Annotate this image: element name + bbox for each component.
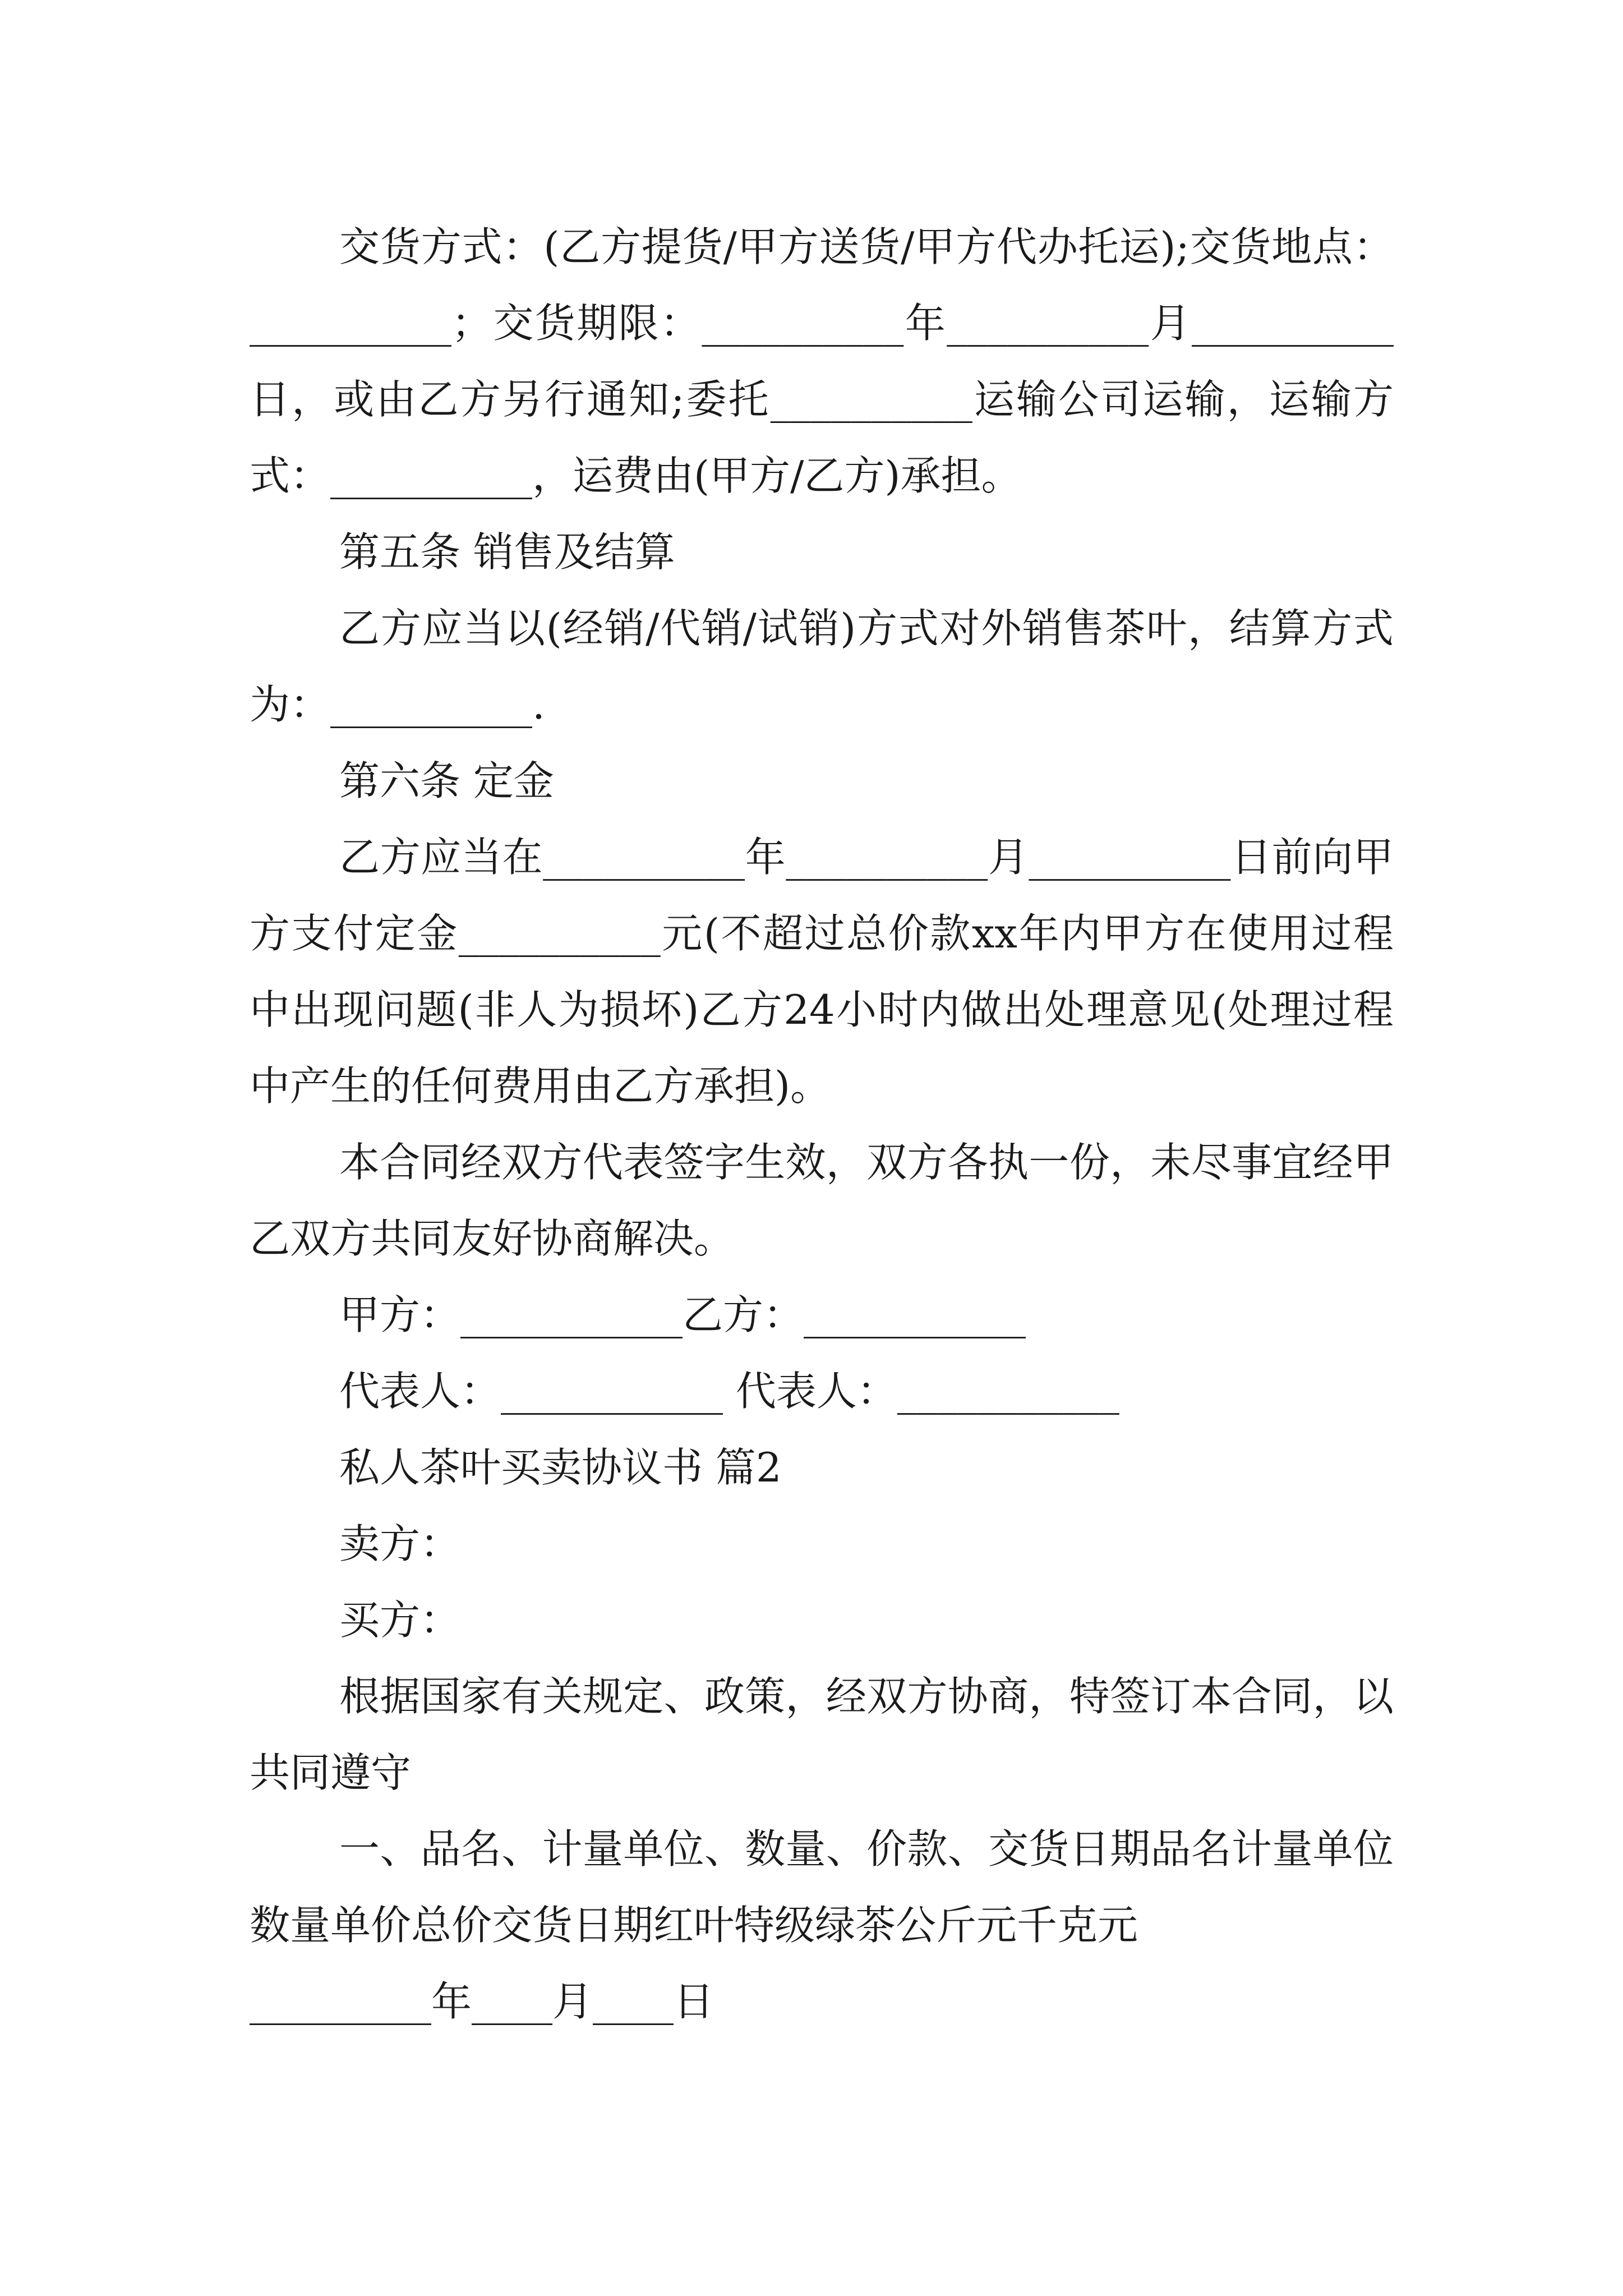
deposit-paragraph: 乙方应当在__________年__________月__________日前向甲方支付定金__________元(不超过总价款xx年内甲方在使用过程中出现问题(非人为损坏)乙方24小时内做出处理意见(处理过程中产生的任何费用由乙方承担)。 xyxy=(250,834,1394,1110)
agreement-section-title: 私人茶叶买卖协议书 篇2 xyxy=(339,1444,782,1491)
representative-signature-line: 代表人：___________ 代表人：___________ xyxy=(339,1368,1119,1415)
preamble-paragraph: 根据国家有关规定、政策，经双方协商，特签订本合同，以共同遵守 xyxy=(250,1673,1394,1796)
party-signature-line: 甲方：___________乙方：___________ xyxy=(339,1291,1026,1338)
effectiveness-paragraph: 本合同经双方代表签字生效，双方各执一份，未尽事宜经甲乙双方共同友好协商解决。 xyxy=(250,1139,1394,1262)
delivery-terms-paragraph: 交货方式：(乙方提货/甲方送货/甲方代办托运);交货地点：__________；交货期限：__________年__________月__________日，或由乙方另行通知;委托__________运输公司运输，运输方式：__________，运费由(甲方/乙方)承担。 xyxy=(250,223,1394,499)
seller-line: 卖方： xyxy=(339,1520,461,1567)
buyer-line: 买方： xyxy=(339,1596,461,1644)
article-six-heading: 第六条 定金 xyxy=(339,757,554,804)
clause-one-paragraph: 一、品名、计量单位、数量、价款、交货日期品名计量单位数量单价总价交货日期红叶特级绿茶公斤元千克元 xyxy=(250,1825,1394,1949)
document-body xyxy=(250,209,1394,2040)
date-line: _________年____月____日 xyxy=(250,1978,714,2025)
article-five-heading: 第五条 销售及结算 xyxy=(339,528,675,576)
sales-settlement-paragraph: 乙方应当以(经销/代销/试销)方式对外销售茶叶，结算方式为：__________. xyxy=(250,605,1394,728)
